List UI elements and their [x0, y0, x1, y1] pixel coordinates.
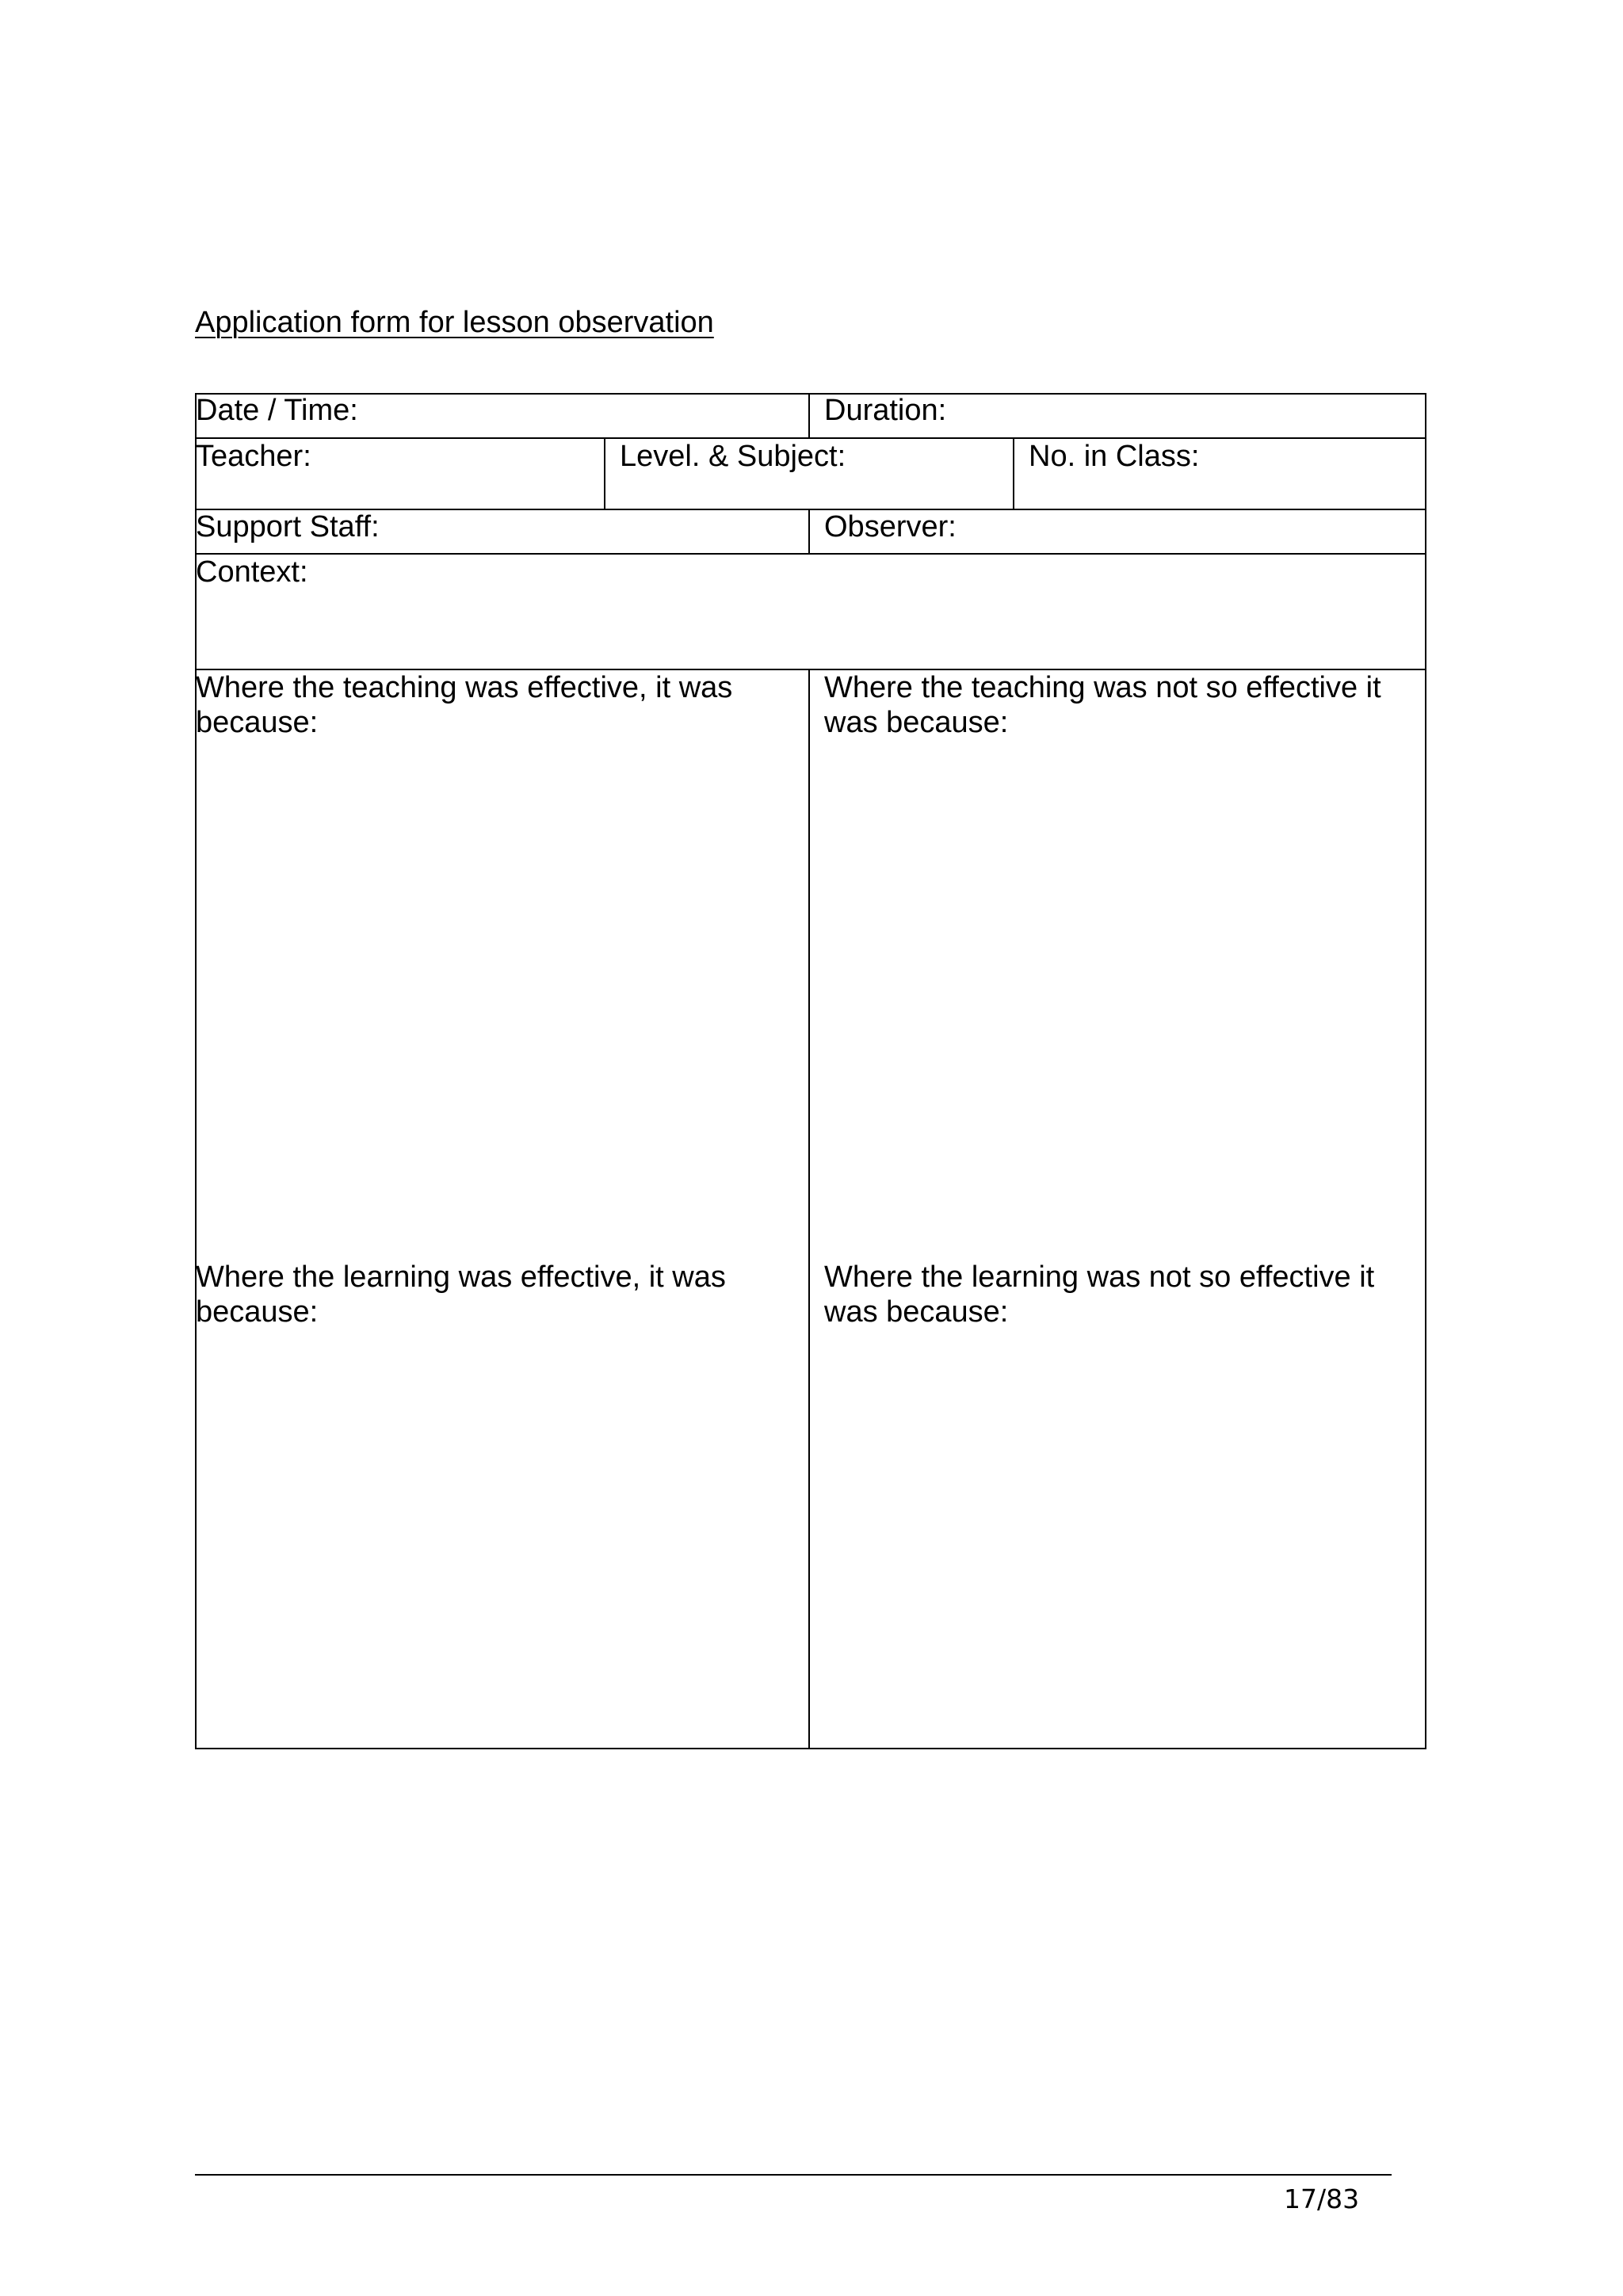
column-divider-teacher-level [604, 437, 605, 510]
learning-effective-label: Where the learning was effective, it was because: [196, 1261, 726, 1329]
column-divider-date-duration [808, 393, 810, 439]
class-size-label: No. in Class: [1029, 440, 1200, 473]
teaching-effective-label: Where the teaching was effective, it was because: [196, 671, 733, 739]
learning-not-effective-label: Where the learning was not so effective it was because: [824, 1261, 1375, 1329]
context-label: Context: [196, 555, 308, 589]
form-title: Application form for lesson observation [195, 306, 714, 339]
footer-rule [195, 2174, 1392, 2176]
date-time-label: Date / Time: [196, 394, 358, 427]
page-number: 17/83 [1284, 2183, 1360, 2214]
row-divider-after-teacher [195, 509, 1426, 510]
level-subject-label: Level. & Subject: [620, 440, 846, 473]
column-divider-evaluation [808, 669, 810, 1749]
teaching-not-effective-label: Where the teaching was not so effective it was because: [824, 671, 1381, 739]
support-staff-label: Support Staff: [196, 510, 380, 543]
column-divider-level-class [1013, 437, 1014, 510]
observation-form-table [195, 393, 1426, 1749]
observer-label: Observer: [824, 510, 957, 543]
duration-label: Duration: [824, 394, 947, 427]
teacher-label: Teacher: [196, 440, 311, 473]
row-divider-after-support-staff [195, 553, 1426, 555]
column-divider-staff-observer [808, 509, 810, 555]
